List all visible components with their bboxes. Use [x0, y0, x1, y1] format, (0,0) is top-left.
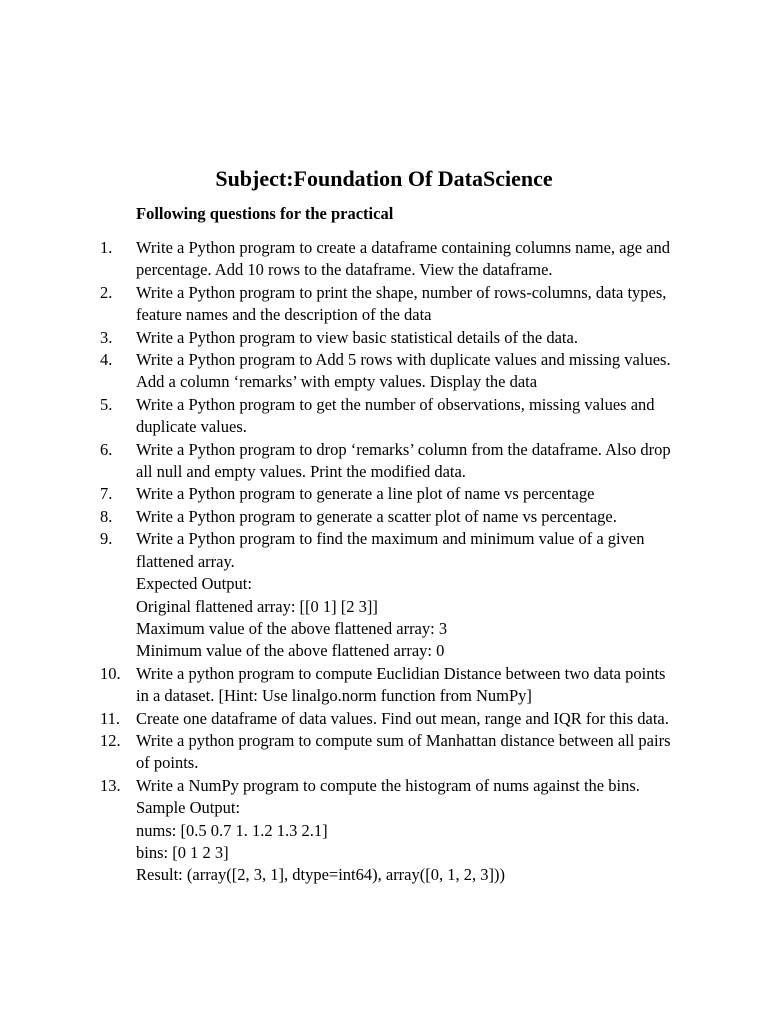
- expected-output-line: Minimum value of the above flattened array: 0: [136, 641, 445, 661]
- question-number: 9.: [100, 529, 113, 549]
- page-title: Subject:Foundation Of DataScience: [215, 166, 553, 191]
- question-item: [0, 483, 768, 505]
- question-number: 7.: [100, 484, 113, 504]
- question-item: [0, 528, 768, 662]
- question-text: Write a python program to compute Euclidian Distance between two data points in a dataset. [Hint: Use linalgo.norm function from NumPy]: [136, 663, 666, 706]
- question-text: Write a python program to compute sum of Manhattan distance between all pairs of points.: [136, 730, 671, 773]
- question-item: [0, 506, 768, 528]
- page-subtitle: Following questions for the practical: [136, 204, 394, 223]
- question-item: [0, 394, 768, 439]
- question-number: 5.: [100, 394, 113, 414]
- question-text: Create one dataframe of data values. Find out mean, range and IQR for this data.: [136, 708, 669, 728]
- question-list: [0, 237, 768, 887]
- question-item: [0, 282, 768, 327]
- question-item: [0, 327, 768, 349]
- question-number: 13.: [100, 775, 121, 795]
- question-item: [0, 663, 768, 708]
- question-text: Write a Python program to Add 5 rows with duplicate values and missing values. Add a column ‘remarks’ with empty values. Display the data: [136, 350, 671, 392]
- question-text: Write a Python program to drop ‘remarks’ column from the dataframe. Also drop all null and empty values. Print the modified data.: [136, 439, 671, 482]
- question-text: Write a NumPy program to compute the histogram of nums against the bins.: [136, 775, 640, 795]
- expected-output-line: Maximum value of the above flattened array: 3: [136, 618, 448, 638]
- question-item: [0, 775, 768, 887]
- question-number: 2.: [100, 282, 113, 302]
- question-number: 12.: [100, 730, 121, 750]
- question-item: [0, 439, 768, 484]
- question-text: Write a Python program to create a dataframe containing columns name, age and percentage. Add 10 rows to the dataframe. View the dataframe.: [136, 238, 671, 280]
- question-number: 3.: [100, 327, 113, 347]
- question-item: [0, 730, 768, 775]
- question-number: 1.: [100, 238, 113, 257]
- question-text: Write a Python program to generate a scatter plot of name vs percentage.: [136, 506, 617, 526]
- question-text: Write a Python program to print the shape, number of rows-columns, data types, feature names and the description of the data: [136, 282, 667, 325]
- question-number: 8.: [100, 506, 113, 526]
- question-text: Write a Python program to generate a line plot of name vs percentage: [136, 484, 595, 504]
- sample-output-line: nums: [0.5 0.7 1. 1.2 1.3 2.1]: [136, 820, 328, 840]
- sample-output-line: bins: [0 1 2 3]: [136, 842, 229, 862]
- sample-output-label: Sample Output:: [136, 798, 241, 818]
- sample-output-line: Result: (array([2, 3, 1], dtype=int64), array([0, 1, 2, 3])): [136, 865, 505, 885]
- question-number: 6.: [100, 439, 113, 459]
- question-item: [0, 708, 768, 730]
- question-text: Write a Python program to find the maximum and minimum value of a given flattened array.: [136, 529, 645, 571]
- question-text: Write a Python program to view basic statistical details of the data.: [136, 327, 578, 347]
- question-item: [0, 349, 768, 394]
- question-item: [0, 237, 768, 282]
- question-number: 10.: [100, 663, 121, 683]
- question-text: Write a Python program to get the number of observations, missing values and duplicate values.: [136, 394, 655, 437]
- question-number: 11.: [100, 708, 121, 728]
- expected-output-line: Original flattened array: [[0 1] [2 3]]: [136, 596, 378, 616]
- question-number: 4.: [100, 350, 113, 370]
- expected-output-label: Expected Output:: [136, 574, 252, 594]
